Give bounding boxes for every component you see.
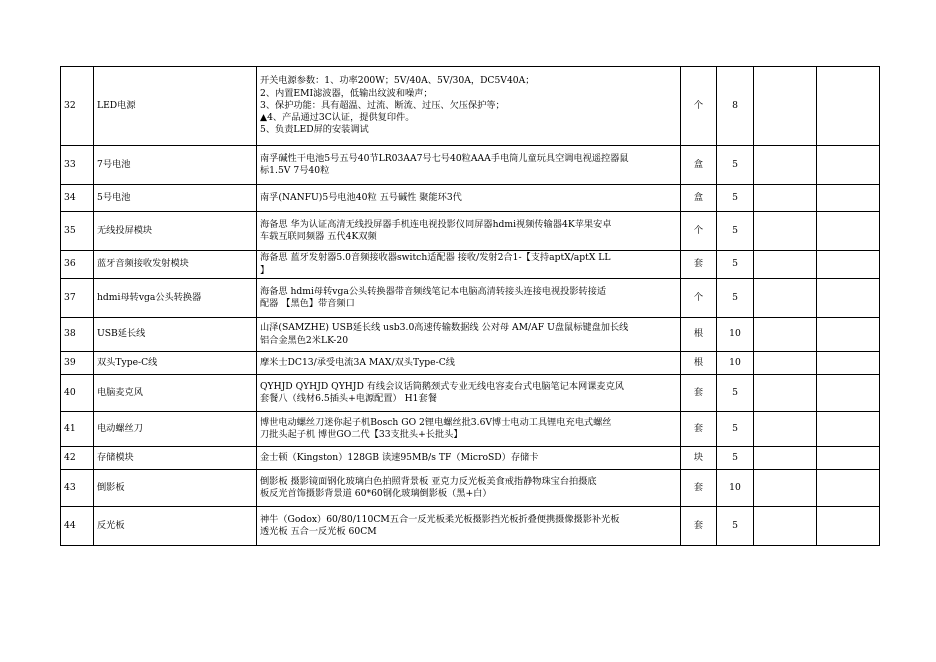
empty-cell bbox=[754, 251, 817, 279]
spec-line: 摩米士DC13/承受电流3A MAX/双头Type-C线 bbox=[260, 356, 455, 368]
spec-line: 神牛（Godox）60/80/110CM五合一反光板柔光板摄影挡光板折叠便携摄像摄影补光板 bbox=[260, 513, 620, 525]
spec-line: 倒影板 摄影镜面钢化玻璃白色拍照背景板 亚克力反光板美食戒指静物珠宝台拍摄底 bbox=[260, 475, 597, 487]
item-quantity-cell: 5 bbox=[717, 412, 754, 447]
item-name-cell: 7号电池 bbox=[94, 146, 257, 185]
table-row bbox=[61, 375, 880, 412]
item-unit-cell: 盒 bbox=[681, 185, 717, 212]
spec-line: 配器 【黑色】带音频口 bbox=[260, 298, 355, 309]
spec-line: 博世电动螺丝刀迷你起子机Bosch GO 2锂电螺丝批3.6V博士电动工具锂电充电式螺丝 bbox=[260, 416, 612, 428]
empty-cell bbox=[817, 67, 880, 146]
empty-cell bbox=[754, 375, 817, 412]
empty-cell bbox=[817, 318, 880, 352]
empty-cell bbox=[817, 279, 880, 318]
item-unit-cell: 个 bbox=[681, 212, 717, 251]
item-spec-cell bbox=[257, 212, 681, 251]
item-unit-cell: 套 bbox=[681, 375, 717, 412]
empty-cell bbox=[754, 507, 817, 546]
item-name-cell: 蓝牙音频接收发射模块 bbox=[94, 251, 257, 279]
item-name-cell: 5号电池 bbox=[94, 185, 257, 212]
item-name-cell: 倒影板 bbox=[94, 470, 257, 507]
item-spec-cell bbox=[257, 507, 681, 546]
spec-line: 板反光首饰摄影背景道 60*60钢化玻璃倒影板（黑+白） bbox=[260, 488, 492, 499]
empty-cell bbox=[817, 447, 880, 470]
item-number-cell: 35 bbox=[61, 212, 94, 251]
item-quantity-cell: 5 bbox=[717, 185, 754, 212]
table-row bbox=[61, 212, 880, 251]
item-unit-cell: 套 bbox=[681, 470, 717, 507]
item-spec-cell bbox=[257, 185, 681, 212]
spec-line: 金士顿（Kingston）128GB 读速95MB/s TF（MicroSD）存储卡 bbox=[260, 451, 539, 463]
empty-cell bbox=[754, 447, 817, 470]
empty-cell bbox=[817, 146, 880, 185]
item-table bbox=[60, 66, 880, 546]
item-quantity-cell: 10 bbox=[717, 318, 754, 352]
table-row bbox=[61, 67, 880, 146]
table-row bbox=[61, 318, 880, 352]
item-spec-cell bbox=[257, 279, 681, 318]
item-number-cell: 42 bbox=[61, 447, 94, 470]
item-unit-cell: 个 bbox=[681, 67, 717, 146]
empty-cell bbox=[817, 375, 880, 412]
item-spec-cell bbox=[257, 318, 681, 352]
spec-line: 南孚(NANFU)5号电池40粒 五号碱性 聚能环3代 bbox=[260, 191, 462, 203]
item-spec-cell bbox=[257, 67, 681, 146]
item-unit-cell: 盒 bbox=[681, 146, 717, 185]
item-quantity-cell: 8 bbox=[717, 67, 754, 146]
item-name-cell: hdmi母转vga公头转换器 bbox=[94, 279, 257, 318]
item-spec-cell bbox=[257, 470, 681, 507]
table-row bbox=[61, 352, 880, 375]
item-spec-cell bbox=[257, 412, 681, 447]
spec-line: 标1.5V 7号40粒 bbox=[260, 165, 330, 176]
spec-line: 5、负责LED屏的安装调试 bbox=[260, 124, 369, 136]
empty-cell bbox=[754, 146, 817, 185]
item-number-cell: 33 bbox=[61, 146, 94, 185]
empty-cell bbox=[754, 212, 817, 251]
item-name-cell: 无线投屏模块 bbox=[94, 212, 257, 251]
item-quantity-cell: 10 bbox=[717, 470, 754, 507]
item-number-cell: 37 bbox=[61, 279, 94, 318]
item-unit-cell: 套 bbox=[681, 251, 717, 279]
item-quantity-cell: 5 bbox=[717, 146, 754, 185]
table-row bbox=[61, 412, 880, 447]
item-name-cell: 双头Type-C线 bbox=[94, 352, 257, 375]
item-number-cell: 41 bbox=[61, 412, 94, 447]
spec-line: 透光板 五合一反光板 60CM bbox=[260, 526, 377, 537]
item-number-cell: 43 bbox=[61, 470, 94, 507]
empty-cell bbox=[817, 507, 880, 546]
item-unit-cell: 套 bbox=[681, 412, 717, 447]
item-spec-cell bbox=[257, 352, 681, 375]
empty-cell bbox=[817, 251, 880, 279]
table-row bbox=[61, 447, 880, 470]
item-unit-cell: 套 bbox=[681, 507, 717, 546]
item-quantity-cell: 5 bbox=[717, 447, 754, 470]
item-spec-cell bbox=[257, 375, 681, 412]
spec-line: 南孚碱性干电池5号五号40节LR03AA7号七号40粒AAA手电筒儿童玩具空调电视遥控器鼠 bbox=[260, 152, 629, 164]
spec-line: 铝合金黑色2米LK-20 bbox=[260, 334, 349, 346]
item-name-cell: USB延长线 bbox=[94, 318, 257, 352]
item-unit-cell: 根 bbox=[681, 318, 717, 352]
spec-line: 2、内置EMI滤波器，低输出纹波和噪声； bbox=[260, 87, 433, 99]
empty-cell bbox=[754, 352, 817, 375]
item-number-cell: 34 bbox=[61, 185, 94, 212]
spec-line: ▲4、产品通过3C认证，提供复印件。 bbox=[260, 112, 415, 124]
item-spec-cell bbox=[257, 447, 681, 470]
empty-cell bbox=[754, 185, 817, 212]
item-name-cell: 反光板 bbox=[94, 507, 257, 546]
empty-cell bbox=[754, 279, 817, 318]
item-quantity-cell: 5 bbox=[717, 507, 754, 546]
item-quantity-cell: 10 bbox=[717, 352, 754, 375]
empty-cell bbox=[754, 470, 817, 507]
empty-cell bbox=[817, 352, 880, 375]
empty-cell bbox=[754, 318, 817, 352]
table-row bbox=[61, 185, 880, 212]
spec-line: 】 bbox=[260, 264, 270, 276]
empty-cell bbox=[817, 412, 880, 447]
empty-cell bbox=[817, 185, 880, 212]
table-row bbox=[61, 279, 880, 318]
item-quantity-cell: 5 bbox=[717, 375, 754, 412]
spec-line: 海备思 华为认证高清无线投屏器手机连电视投影仪同屏器hdmi视频传输器4K苹果安卓 bbox=[260, 218, 612, 230]
empty-cell bbox=[817, 212, 880, 251]
spec-line: 3、保护功能：具有超温、过流、断流、过压、欠压保护等； bbox=[260, 99, 505, 111]
empty-cell bbox=[754, 412, 817, 447]
spec-line: 车载互联同频器 五代4K双频 bbox=[260, 231, 377, 242]
table-row bbox=[61, 470, 880, 507]
item-name-cell: 电脑麦克风 bbox=[94, 375, 257, 412]
spec-line: 山泽(SAMZHE) USB延长线 usb3.0高速传输数据线 公对母 AM/AF U盘鼠标键盘加长线 bbox=[260, 322, 629, 334]
item-quantity-cell: 5 bbox=[717, 212, 754, 251]
spec-line: 刀批头起子机 博世GO二代【33支批头+长批头】 bbox=[260, 429, 463, 440]
item-name-cell: 电动螺丝刀 bbox=[94, 412, 257, 447]
item-unit-cell: 个 bbox=[681, 279, 717, 318]
item-spec-cell bbox=[257, 146, 681, 185]
item-name-cell: LED电源 bbox=[94, 67, 257, 146]
item-quantity-cell: 5 bbox=[717, 251, 754, 279]
empty-cell bbox=[817, 470, 880, 507]
item-unit-cell: 根 bbox=[681, 352, 717, 375]
spec-line: 开关电源参数：1、功率200W；5V/40A、5V/30A，DC5V40A； bbox=[260, 75, 535, 87]
item-number-cell: 36 bbox=[61, 251, 94, 279]
item-number-cell: 40 bbox=[61, 375, 94, 412]
empty-cell bbox=[754, 67, 817, 146]
item-quantity-cell: 5 bbox=[717, 279, 754, 318]
item-number-cell: 39 bbox=[61, 352, 94, 375]
item-number-cell: 44 bbox=[61, 507, 94, 546]
item-unit-cell: 块 bbox=[681, 447, 717, 470]
item-number-cell: 32 bbox=[61, 67, 94, 146]
item-name-cell: 存储模块 bbox=[94, 447, 257, 470]
spec-line: 海备思 蓝牙发射器5.0音频接收器switch适配器 接收/发射2合1-【支持aptX/aptX LL bbox=[260, 252, 611, 264]
table-row bbox=[61, 251, 880, 279]
table-row bbox=[61, 146, 880, 185]
spec-line: 海备思 hdmi母转vga公头转换器带音频线笔记本电脑高清转接头连接电视投影转接适 bbox=[260, 285, 607, 297]
spec-line: 套餐八（线材6.5插头+电源配置） H1套餐 bbox=[260, 393, 437, 404]
item-number-cell: 38 bbox=[61, 318, 94, 352]
spec-line: QYHJD QYHJD QYHJD 有线会议话筒鹅颈式专业无线电容麦台式电脑笔记本网课麦克风 bbox=[260, 380, 624, 392]
table-row bbox=[61, 507, 880, 546]
item-spec-cell bbox=[257, 251, 681, 279]
